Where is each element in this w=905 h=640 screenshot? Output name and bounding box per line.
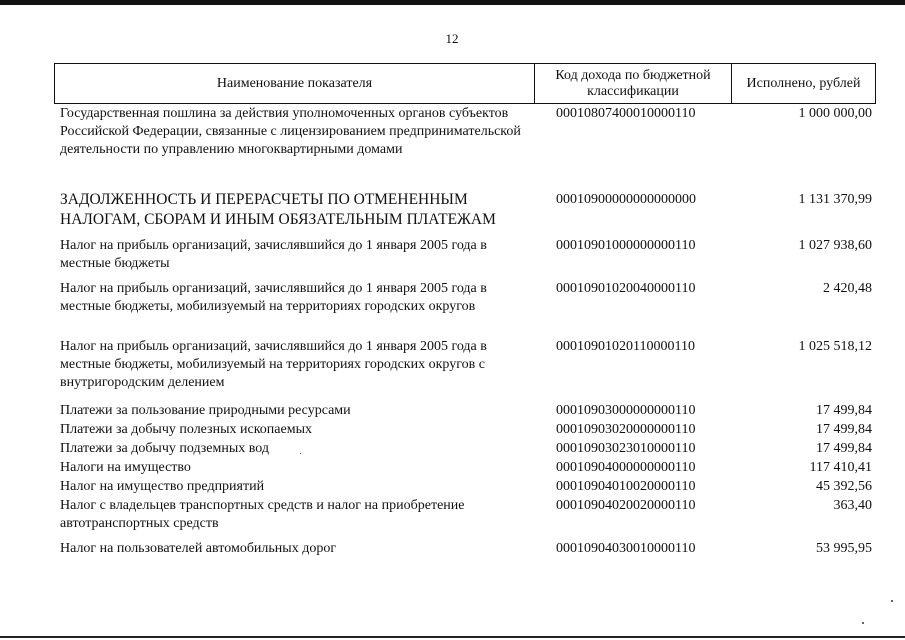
row-code: 00010904000000000110 bbox=[556, 460, 696, 475]
row-code: 00010904010020000110 bbox=[556, 479, 696, 494]
scan-speck bbox=[891, 600, 893, 602]
row-name: Государственная пошлина за действия уполномоченных органов субъектов Российской Федерации, связанные с лицензированием предпринимательской деятельности по управлению многоквартирными домами bbox=[60, 106, 521, 157]
table-header bbox=[54, 63, 876, 104]
row-code: 00010904030010000110 bbox=[556, 541, 696, 556]
row-code: 00010903020000000110 bbox=[556, 422, 696, 437]
row-code: 00010900000000000000 bbox=[556, 192, 696, 207]
row-name: Налог на прибыль организаций, зачислявшийся до 1 января 2005 года в местные бюджеты, мобилизуемый на территориях городских округов с внутригородским делением bbox=[60, 339, 487, 390]
row-amount: 1 131 370,99 bbox=[798, 192, 872, 207]
row-amount: 45 392,56 bbox=[816, 479, 872, 494]
row-amount: 17 499,84 bbox=[816, 422, 872, 437]
row-name: Налог на пользователей автомобильных дорог bbox=[60, 541, 337, 556]
page-bottom-border bbox=[0, 636, 905, 638]
page-number: 12 bbox=[445, 31, 459, 46]
header-amount: Исполнено, рублей bbox=[746, 75, 861, 91]
row-amount: 2 420,48 bbox=[823, 281, 872, 296]
header-name: Наименование показателя bbox=[216, 75, 373, 91]
row-code: 00010904020020000110 bbox=[556, 498, 696, 513]
row-code: 00010901000000000110 bbox=[556, 238, 696, 253]
scan-speck bbox=[300, 453, 301, 454]
row-name: Налог на имущество предприятий bbox=[60, 479, 265, 494]
row-code: 00010807400010000110 bbox=[556, 106, 696, 121]
row-amount: 1 025 518,12 bbox=[798, 339, 872, 354]
row-amount: 117 410,41 bbox=[809, 460, 872, 475]
row-code: 00010903023010000110 bbox=[556, 441, 696, 456]
row-code: 00010903000000000110 bbox=[556, 403, 696, 418]
scan-speck bbox=[862, 622, 864, 624]
row-amount: 17 499,84 bbox=[816, 441, 872, 456]
row-code: 00010901020110000110 bbox=[556, 339, 695, 354]
row-name: Платежи за добычу полезных ископаемых bbox=[60, 422, 312, 437]
row-amount: 53 995,95 bbox=[816, 541, 872, 556]
row-amount: 1 000 000,00 bbox=[798, 106, 872, 121]
page-top-border bbox=[0, 0, 905, 5]
row-code: 00010901020040000110 bbox=[556, 281, 696, 296]
row-name: Платежи за пользование природными ресурсами bbox=[60, 403, 351, 418]
header-code: Код дохода по бюджетной классификации bbox=[555, 67, 711, 99]
row-amount: 363,40 bbox=[833, 498, 872, 513]
row-name: ЗАДОЛЖЕННОСТЬ И ПЕРЕРАСЧЕТЫ ПО ОТМЕНЕННЫМ НАЛОГАМ, СБОРАМ И ИНЫМ ОБЯЗАТЕЛЬНЫМ ПЛАТЕЖАМ bbox=[60, 191, 496, 228]
row-name: Налог на прибыль организаций, зачислявшийся до 1 января 2005 года в местные бюджеты, мобилизуемый на территориях городских округов bbox=[60, 281, 487, 314]
row-name: Налоги на имущество bbox=[60, 460, 191, 475]
row-amount: 17 499,84 bbox=[816, 403, 872, 418]
row-name: Налог на прибыль организаций, зачислявшийся до 1 января 2005 года в местные бюджеты bbox=[60, 238, 487, 271]
row-name: Налог с владельцев транспортных средств и налог на приобретение автотранспортных средств bbox=[60, 498, 465, 531]
row-name: Платежи за добычу подземных вод bbox=[60, 441, 270, 456]
row-amount: 1 027 938,60 bbox=[798, 238, 872, 253]
